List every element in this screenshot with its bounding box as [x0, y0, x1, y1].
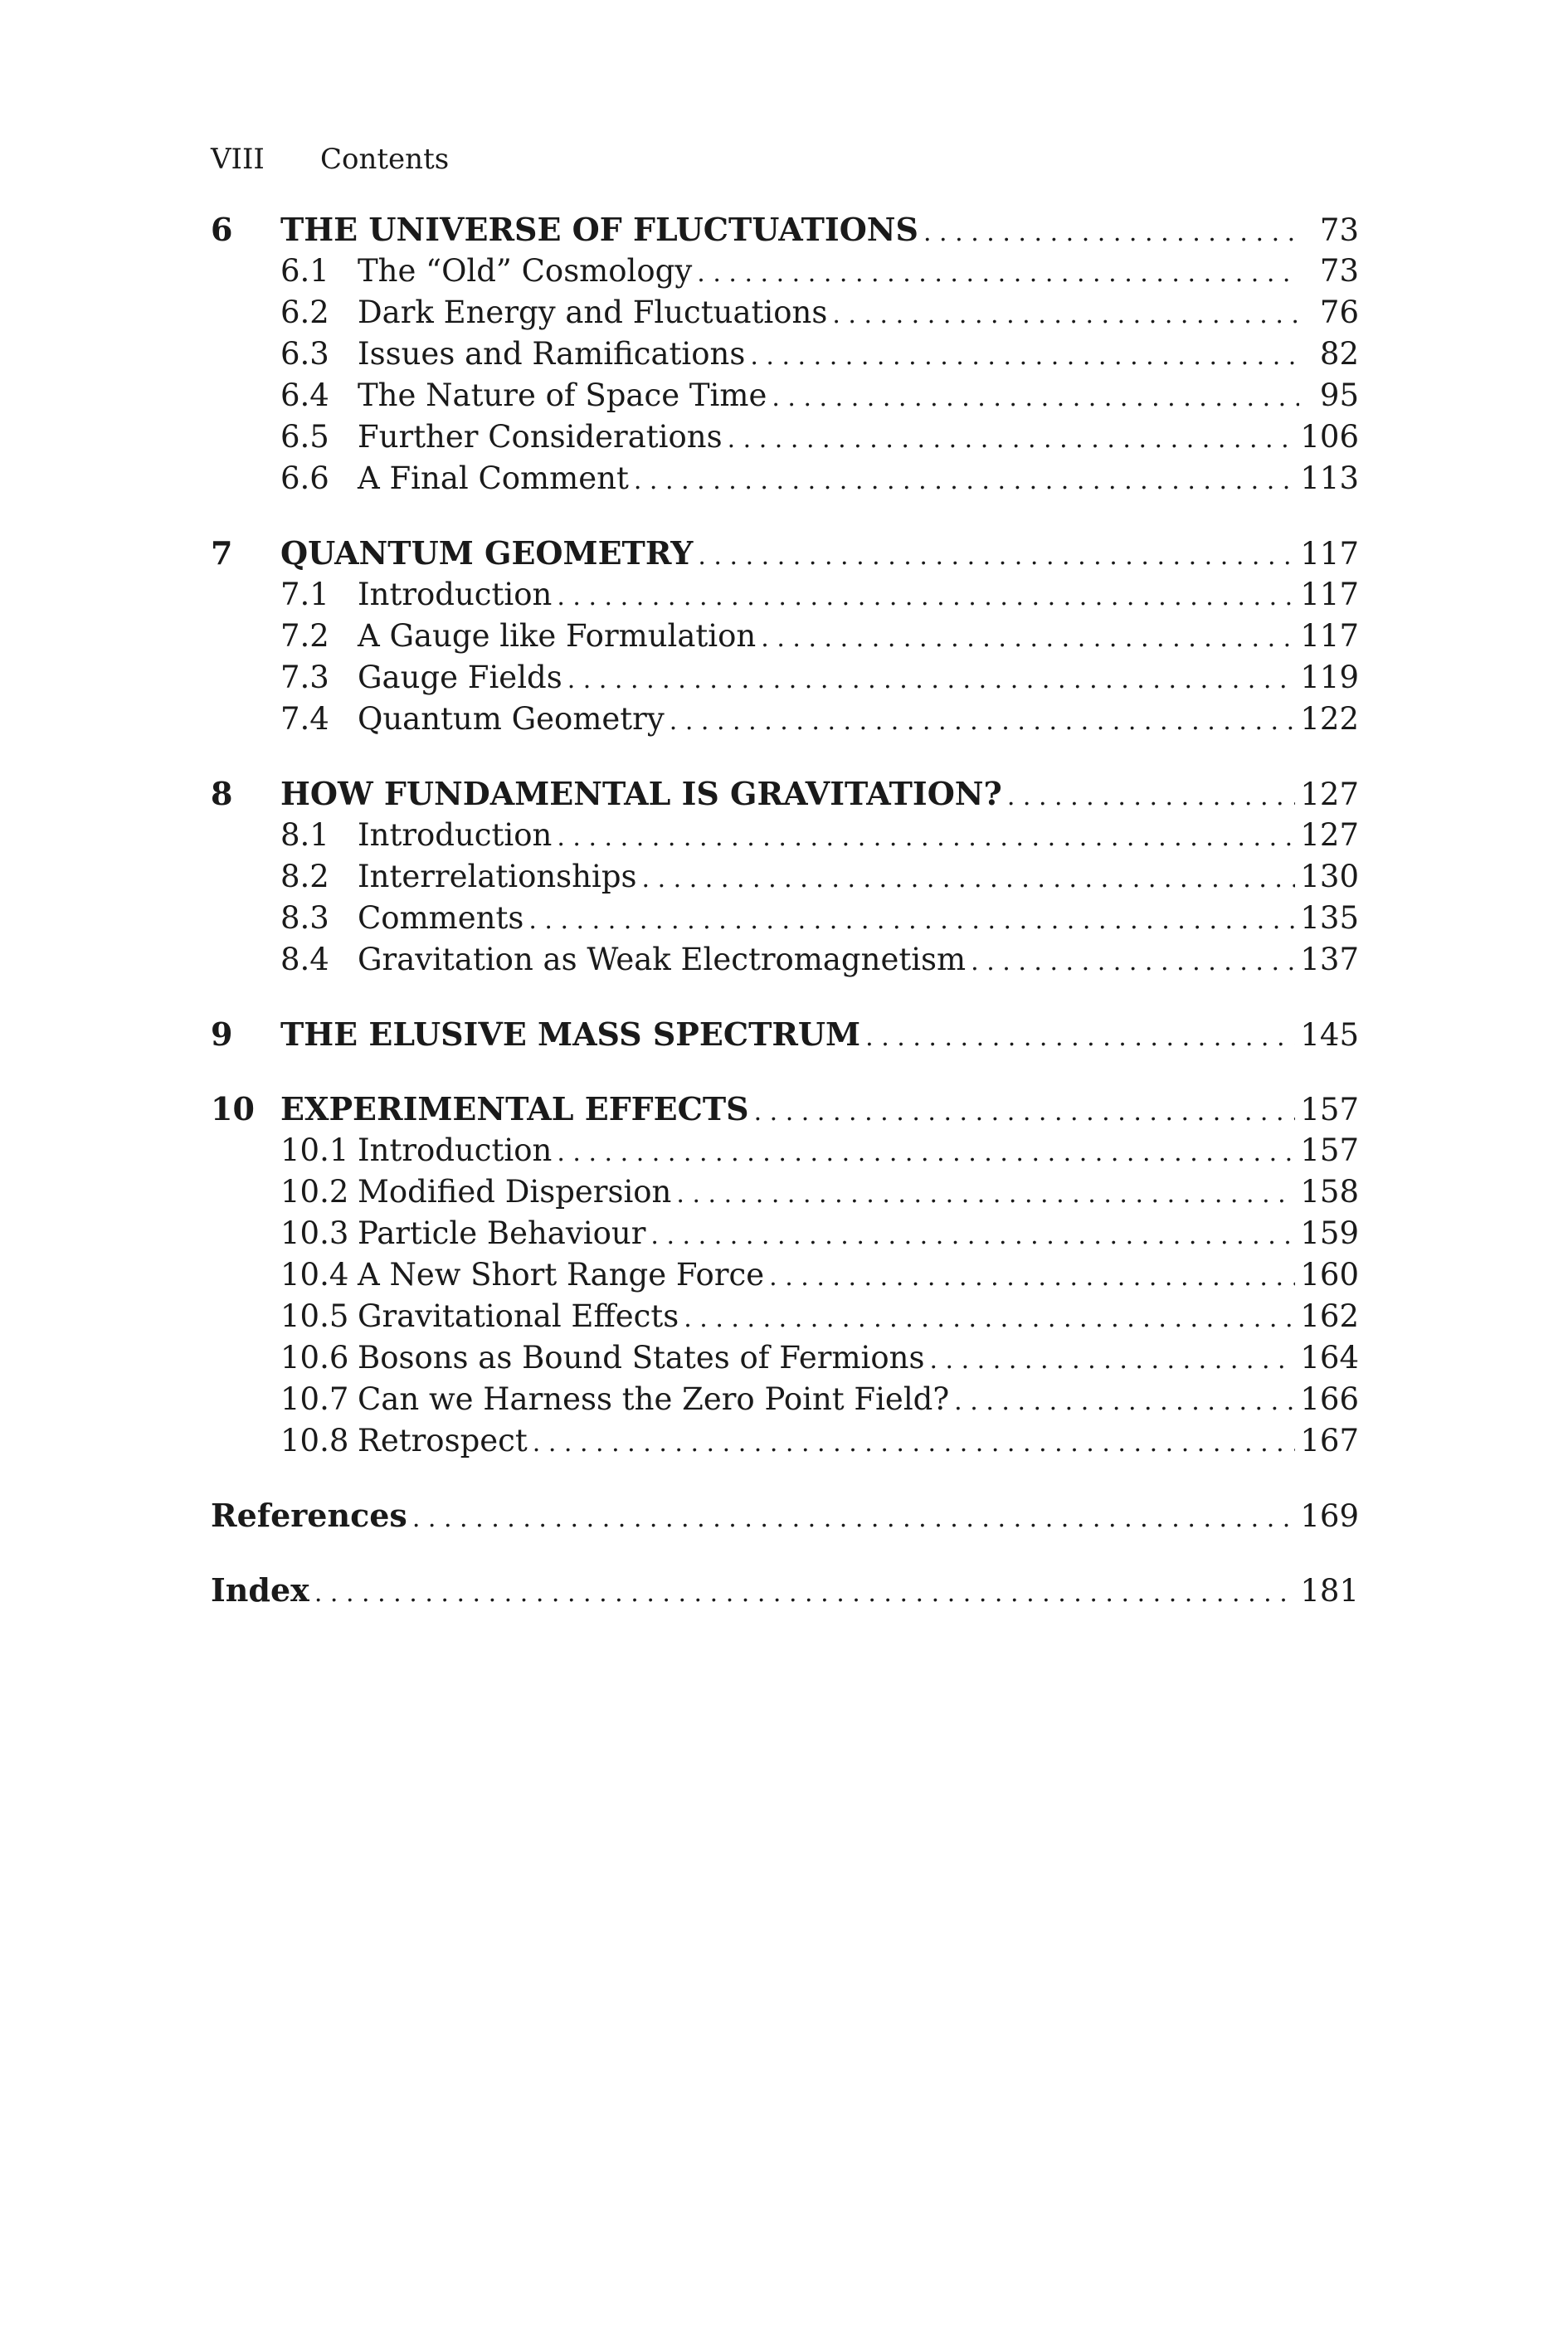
section-page-number: 130 [1300, 859, 1359, 894]
section-number: 10.6 [280, 1340, 349, 1376]
chapter-block [211, 1014, 1359, 1055]
dot-leader [750, 336, 1299, 377]
section-number: 6.2 [280, 295, 329, 330]
section-page-number: 162 [1300, 1298, 1359, 1334]
section-entry[interactable] [211, 856, 1359, 898]
dot-leader [314, 1573, 1296, 1614]
chapter-number: 10 [211, 1090, 255, 1127]
chapter-title: THE UNIVERSE OF FLUCTUATIONS [280, 211, 918, 248]
section-number: 8.2 [280, 859, 329, 894]
section-title: Gravitation as Weak Electromagnetism [358, 942, 967, 977]
chapter-number: 8 [211, 775, 233, 812]
section-number: 10.5 [280, 1298, 349, 1334]
chapter-entry[interactable] [211, 1088, 1359, 1130]
chapter-block [211, 773, 1359, 981]
chapter-page-number: 73 [1319, 212, 1359, 248]
section-number: 7.1 [280, 577, 329, 612]
section-title: The Nature of Space Time [358, 377, 767, 413]
dot-leader [412, 1498, 1296, 1540]
dot-leader [698, 536, 1295, 577]
section-entry[interactable] [211, 292, 1359, 334]
running-head-page-number: VIII [211, 143, 265, 176]
chapter-entry[interactable] [211, 533, 1359, 574]
back-matter-title: Index [211, 1571, 309, 1609]
section-page-number: 166 [1300, 1381, 1359, 1417]
section-number: 7.2 [280, 618, 329, 654]
dot-leader [634, 460, 1296, 502]
section-page-number: 164 [1300, 1340, 1359, 1376]
section-number: 10.4 [280, 1257, 349, 1293]
chapter-entry[interactable] [211, 209, 1359, 251]
table-of-contents [211, 209, 1359, 1644]
back-matter-entry[interactable] [211, 1570, 1359, 1611]
section-number: 8.1 [280, 817, 329, 853]
chapter-number: 9 [211, 1015, 233, 1053]
section-page-number: 106 [1300, 419, 1359, 455]
dot-leader [865, 1017, 1295, 1059]
dot-leader [754, 1092, 1296, 1133]
section-number: 6.6 [280, 460, 329, 496]
section-title: Bosons as Bound States of Fermions [358, 1340, 925, 1376]
section-number: 6.4 [280, 377, 329, 413]
dot-leader [697, 253, 1299, 295]
dot-leader [1007, 777, 1296, 818]
dot-leader [971, 942, 1295, 983]
section-entry[interactable] [211, 416, 1359, 458]
section-title: Dark Energy and Fluctuations [358, 295, 828, 330]
section-number: 7.3 [280, 660, 329, 695]
section-number: 7.4 [280, 701, 329, 737]
dot-leader [761, 618, 1295, 660]
section-page-number: 167 [1300, 1423, 1359, 1458]
running-head [211, 139, 449, 179]
section-entry[interactable] [211, 1379, 1359, 1420]
section-entry[interactable] [211, 458, 1359, 499]
dot-leader [772, 377, 1299, 419]
section-title: Retrospect [358, 1423, 528, 1458]
section-entry[interactable] [211, 657, 1359, 699]
chapter-block [211, 1088, 1359, 1462]
dot-leader [676, 1174, 1295, 1215]
dot-leader [557, 817, 1295, 859]
section-entry[interactable] [211, 251, 1359, 292]
section-entry[interactable] [211, 1420, 1359, 1462]
chapter-page-number: 145 [1300, 1017, 1359, 1053]
section-page-number: 157 [1300, 1132, 1359, 1168]
chapter-number: 6 [211, 211, 233, 248]
section-page-number: 119 [1300, 660, 1359, 695]
section-page-number: 76 [1319, 295, 1359, 330]
section-entry[interactable] [211, 815, 1359, 856]
section-page-number: 82 [1319, 336, 1359, 372]
section-entry[interactable] [211, 1337, 1359, 1379]
chapter-page-number: 127 [1300, 777, 1359, 812]
section-title: Comments [358, 900, 524, 936]
section-title: A Gauge like Formulation [358, 618, 757, 654]
section-number: 10.2 [280, 1174, 349, 1210]
dot-leader [557, 577, 1295, 618]
section-entry[interactable] [211, 939, 1359, 981]
back-matter-page-number: 181 [1300, 1573, 1359, 1609]
section-title: Can we Harness the Zero Point Field? [358, 1381, 950, 1417]
section-page-number: 137 [1300, 942, 1359, 977]
section-number: 10.1 [280, 1132, 349, 1168]
chapter-block [211, 209, 1359, 499]
section-page-number: 73 [1319, 253, 1359, 289]
chapter-title: THE ELUSIVE MASS SPECTRUM [280, 1015, 861, 1053]
section-entry[interactable] [211, 1213, 1359, 1254]
dot-leader [670, 701, 1296, 743]
running-head-title: Contents [320, 143, 450, 176]
section-page-number: 113 [1300, 460, 1359, 496]
dot-leader [832, 295, 1299, 336]
section-title: A Final Comment [358, 460, 629, 496]
dot-leader [684, 1298, 1295, 1340]
section-page-number: 159 [1300, 1215, 1359, 1251]
chapter-page-number: 117 [1300, 536, 1359, 572]
section-number: 10.3 [280, 1215, 349, 1251]
dot-leader [769, 1257, 1295, 1298]
chapter-entry[interactable] [211, 773, 1359, 815]
section-entry[interactable] [211, 1254, 1359, 1296]
section-number: 8.3 [280, 900, 329, 936]
section-title: Modified Dispersion [358, 1174, 672, 1210]
section-title: Gravitational Effects [358, 1298, 679, 1334]
dot-leader [533, 1423, 1296, 1464]
section-entry[interactable] [211, 1171, 1359, 1213]
section-entry[interactable] [211, 1130, 1359, 1171]
section-title: Introduction [358, 817, 553, 853]
section-title: A New Short Range Force [358, 1257, 765, 1293]
chapter-title: QUANTUM GEOMETRY [280, 534, 694, 572]
section-page-number: 122 [1300, 701, 1359, 737]
section-title: Quantum Geometry [358, 701, 665, 737]
section-title: Issues and Ramifications [358, 336, 746, 372]
section-entry[interactable] [211, 898, 1359, 939]
chapter-page-number: 157 [1300, 1092, 1359, 1127]
back-matter-entry[interactable] [211, 1495, 1359, 1536]
section-title: Further Considerations [358, 419, 723, 455]
chapter-number: 7 [211, 534, 233, 572]
back-matter-title: References [211, 1497, 407, 1534]
section-title: Gauge Fields [358, 660, 562, 695]
dot-leader [923, 212, 1299, 254]
back-matter-block [211, 1495, 1359, 1536]
dot-leader [642, 859, 1296, 900]
section-number: 8.4 [280, 942, 329, 977]
dot-leader [650, 1215, 1295, 1257]
chapter-title: EXPERIMENTAL EFFECTS [280, 1090, 749, 1127]
dot-leader [567, 660, 1296, 701]
section-title: Interrelationships [358, 859, 637, 894]
section-number: 10.8 [280, 1423, 349, 1458]
back-matter-page-number: 169 [1300, 1498, 1359, 1534]
section-entry[interactable] [211, 1296, 1359, 1337]
section-page-number: 160 [1300, 1257, 1359, 1293]
section-entry[interactable] [211, 574, 1359, 616]
section-page-number: 135 [1300, 900, 1359, 936]
back-matter-block [211, 1570, 1359, 1611]
section-page-number: 95 [1319, 377, 1359, 413]
dot-leader [954, 1381, 1295, 1423]
chapter-block [211, 533, 1359, 740]
section-page-number: 158 [1300, 1174, 1359, 1210]
dot-leader [728, 419, 1296, 460]
section-number: 10.7 [280, 1381, 349, 1417]
section-number: 6.1 [280, 253, 329, 289]
chapter-entry[interactable] [211, 1014, 1359, 1055]
section-number: 6.3 [280, 336, 329, 372]
dot-leader [929, 1340, 1295, 1381]
section-page-number: 127 [1300, 817, 1359, 853]
section-title: Introduction [358, 577, 553, 612]
section-title: The “Old” Cosmology [358, 253, 693, 289]
section-entry[interactable] [211, 334, 1359, 375]
section-title: Introduction [358, 1132, 553, 1168]
section-entry[interactable] [211, 616, 1359, 657]
section-entry[interactable] [211, 699, 1359, 740]
dot-leader [528, 900, 1295, 942]
section-page-number: 117 [1300, 577, 1359, 612]
dot-leader [557, 1132, 1295, 1174]
chapter-title: HOW FUNDAMENTAL IS GRAVITATION? [280, 775, 1002, 812]
section-title: Particle Behaviour [358, 1215, 646, 1251]
section-number: 6.5 [280, 419, 329, 455]
section-page-number: 117 [1300, 618, 1359, 654]
section-entry[interactable] [211, 375, 1359, 416]
